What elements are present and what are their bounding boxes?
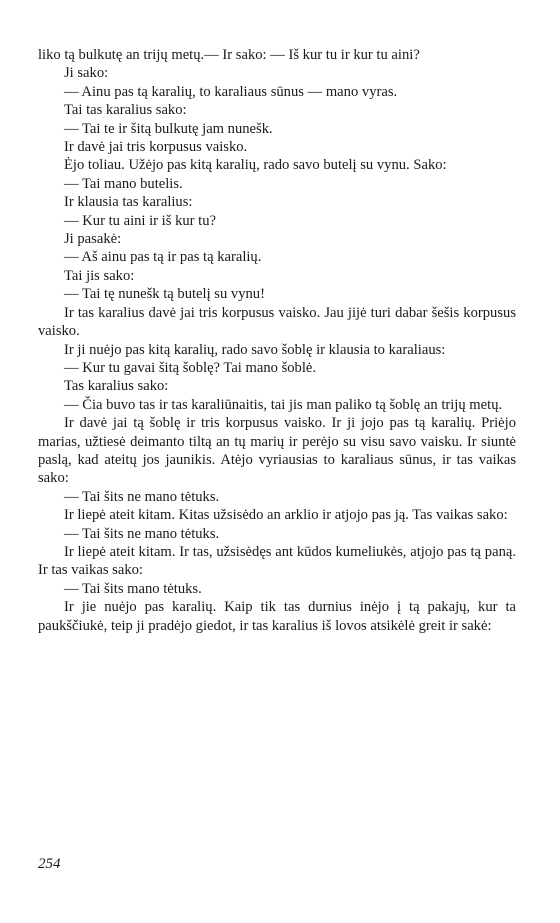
paragraph: — Tai šits mano tėtuks. (64, 580, 202, 597)
paragraph: Ir davė jai tris korpusus vaisko. (64, 139, 248, 156)
paragraph: Ir ji nuėjo pas kitą karalių, rado savo šoblę ir klausia to karaliaus: (64, 341, 446, 358)
paragraph: Ir klausia tas karalius: (64, 194, 193, 211)
paragraph: — Tai mano butelis. (64, 175, 183, 192)
paragraph: — Ainu pas tą karalių, to karaliaus sūnus — mano vyras. (64, 83, 398, 100)
paragraph: liko tą bulkutę an trijų metų.— Ir sako: — Iš kur tu ir kur tu aini? (38, 47, 420, 63)
paragraph: Tai tas karalius sako: (64, 102, 187, 119)
paragraph: Ir tas karalius davė jai tris korpusus vaisko. Jau jijė turi dabar šešis korpusus vaisko. (38, 304, 516, 340)
paragraph: — Aš ainu pas tą ir pas tą karalių. (64, 249, 262, 266)
paragraph: — Tai šits ne mano tėtuks. (64, 525, 220, 542)
page-number: 254 (38, 856, 61, 872)
paragraph: — Tai šits ne mano tėtuks. (64, 488, 220, 505)
paragraph: Ji pasakė: (64, 231, 122, 248)
paragraph: Ir liepė ateit kitam. Ir tas, užsisėdęs ant kūdos kumeliukės, atjojo pas tą paną. Ir tas vaikas sako: (38, 543, 516, 579)
paragraph: — Tai te ir šitą bulkutę jam nunešk. (64, 120, 273, 137)
paragraph: — Kur tu gavai šitą šoblę? Tai mano šoblė. (64, 359, 317, 376)
paragraph: Tas karalius sako: (64, 378, 169, 395)
paragraph: — Kur tu aini ir iš kur tu? (64, 212, 216, 229)
paragraph: Ėjo toliau. Užėjo pas kitą karalių, rado savo butelį su vynu. Sako: (64, 157, 447, 174)
paragraph: Tai jis sako: (64, 267, 135, 284)
paragraph: Ir davė jai tą šoblę ir tris korpusus vaisko. Ir ji jojo pas tą karalių. Priėjo marias, užtiesė deimanto tiltą an tų marių ir perėjo su visu savo vaisku. Ir siuntė paslą, kad ateitų jos jaunikis. Atėjo vyriausias to karaliaus sūnus, ir tas vaikas sako: (38, 415, 516, 487)
paragraph: Ji sako: (64, 65, 109, 82)
paragraph: — Čia buvo tas ir tas karaliūnaitis, tai jis man paliko tą šoblę an trijų metų. (64, 396, 503, 413)
paragraph: Ir liepė ateit kitam. Kitas užsisėdo an arklio ir atjojo pas ją. Tas vaikas sako: (64, 507, 508, 524)
paragraph: — Tai tę nunešk tą butelį su vynu! (64, 286, 265, 303)
book-page-text (38, 46, 516, 635)
paragraph: Ir jie nuėjo pas karalių. Kaip tik tas durnius inėjo į tą pakajų, kur ta paukščiukė, teip ji pradėjo giedot, ir tas karalius iš lovos atsikėlė greit ir sakė: (38, 599, 516, 634)
